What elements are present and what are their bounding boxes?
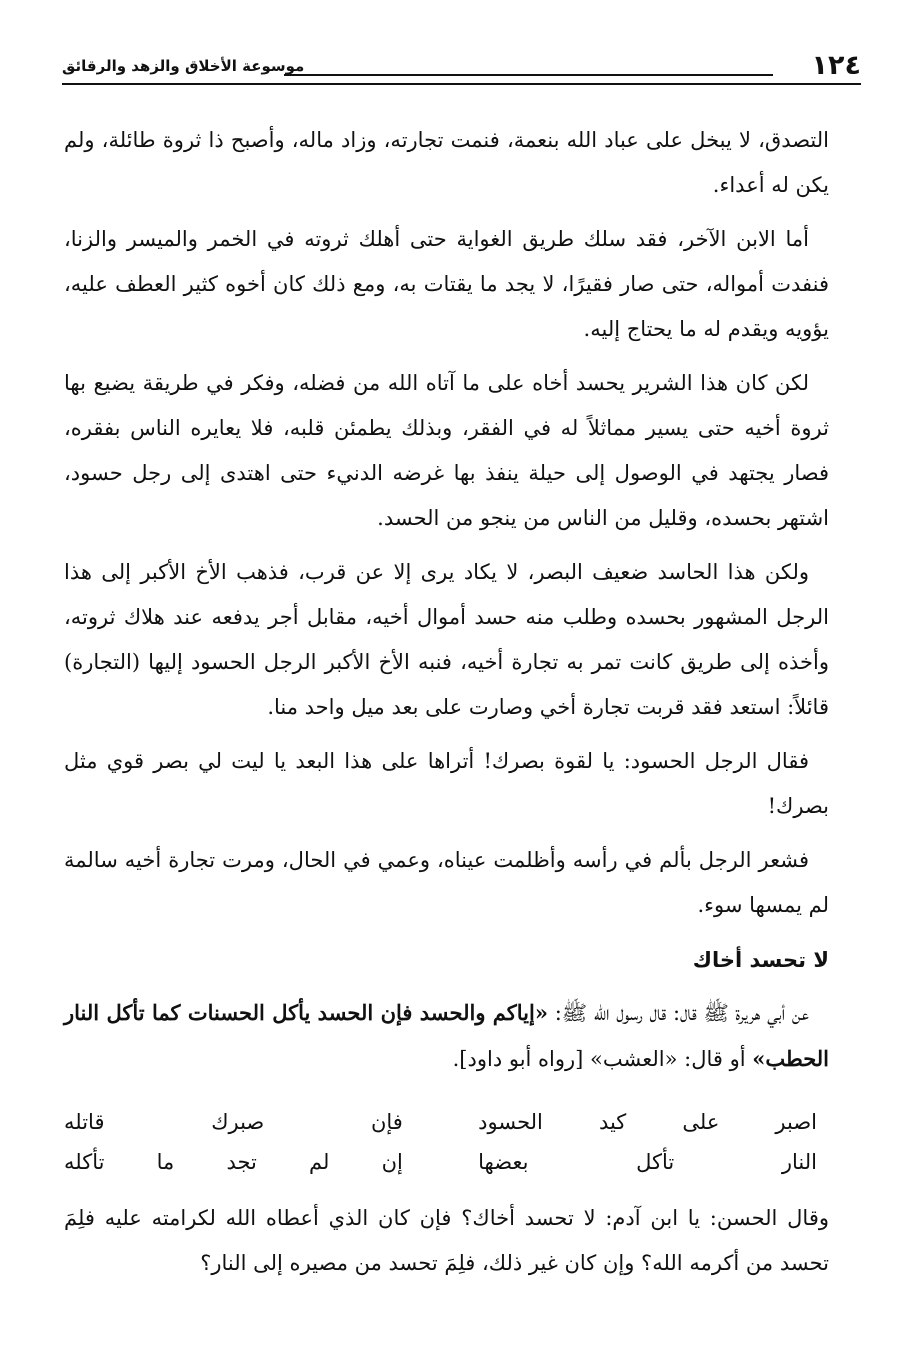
hadith-paragraph bbox=[64, 990, 829, 1082]
page-body bbox=[64, 118, 829, 1295]
poem-second-hemistich: إن لم تجد ما تأكله bbox=[64, 1150, 403, 1174]
paragraph: لكن كان هذا الشرير يحسد أخاه على ما آتاه الله من فضله، وفكر في طريقة يضيع بها ثروة أخيه حتى يسير مماثلاً له في الفقر، وبذلك يطمئن قلبه، فلا يعايره الناس بفقره، فصار يجتهد في الوصول إلى حيلة ينفذ بها غرضه الدنيء حتى اهتدى إلى رجل حسود، اشتهر بحسده، وقليل من الناس من ينجو من الحسد. bbox=[64, 371, 829, 530]
paragraph: فقال الرجل الحسود: يا لقوة بصرك! أتراها على هذا البعد يا ليت لي بصر قوي مثل بصرك! bbox=[64, 749, 829, 818]
header-underline bbox=[284, 74, 773, 76]
page-number: ١٢٤ bbox=[811, 50, 861, 81]
paragraph: ولكن هذا الحاسد ضعيف البصر، لا يكاد يرى إلا عن قرب، فذهب الأخ الأكبر إلى هذا الرجل المشهور بحسده وطلب منه حسد أموال أخيه، مقابل أجر يدفعه عند هلاك ثروته، وأخذه إلى طريق كانت تمر به تجارة أخيه، فنبه الأخ الأكبر الرجل الحسود إليها (التجارة) قائلاً: استعد فقد قربت تجارة أخي وصارت على بعد ميل واحد منا. bbox=[64, 560, 829, 719]
poem-first-hemistich: اصبر على كيد الحسود bbox=[478, 1110, 817, 1134]
paragraph: التصدق، لا يبخل على عباد الله بنعمة، فنمت تجارته، وزاد ماله، وأصبح ذا ثروة طائلة، ولم يكن له أعداء. bbox=[64, 128, 829, 197]
poem-second-hemistich: فإن صبرك قاتله bbox=[64, 1110, 403, 1134]
poem-verse bbox=[64, 1102, 829, 1142]
running-title: موسوعة الأخلاق والزهد والرقائق bbox=[62, 57, 305, 75]
paragraph: فشعر الرجل بألم في رأسه وأظلمت عيناه، وعمي في الحال، ومرت تجارة أخيه سالمة لم يمسها سوء. bbox=[64, 848, 829, 917]
page-header bbox=[62, 50, 861, 84]
poem bbox=[64, 1102, 829, 1182]
hadith-intro: عن أبي هريرة ﷺ قال: قال رسول الله ﷺ: bbox=[547, 1001, 809, 1025]
hadith-quote: «إياكم والحسد فإن الحسد يأكل الحسنات كما تأكل النار الحطب» bbox=[64, 1000, 829, 1071]
header-rule bbox=[62, 83, 861, 85]
hadith-source: أو قال: «العشب» [رواه أبو داود]. bbox=[452, 1047, 753, 1071]
paragraph: أما الابن الآخر، فقد سلك طريق الغواية حتى أهلك ثروته في الخمر والميسر والزنا، فنفدت أمواله، حتى صار فقيرًا، لا يجد ما يقتات به، ومع ذلك كان أخوه كثير العطف عليه، يؤويه ويقدم له ما يحتاج إليه. bbox=[64, 227, 829, 341]
poem-verse bbox=[64, 1142, 829, 1182]
closing-paragraph: وقال الحسن: يا ابن آدم: لا تحسد أخاك؟ فإن كان الذي أعطاه الله لكرامته عليه فلِمَ تحسد من أكرمه الله؟ وإن كان غير ذلك، فلِمَ تحسد من مصيره إلى النار؟ bbox=[64, 1206, 829, 1275]
poem-first-hemistich: النار تأكل بعضها bbox=[478, 1150, 817, 1174]
section-heading: لا تحسد أخاك bbox=[692, 948, 829, 972]
